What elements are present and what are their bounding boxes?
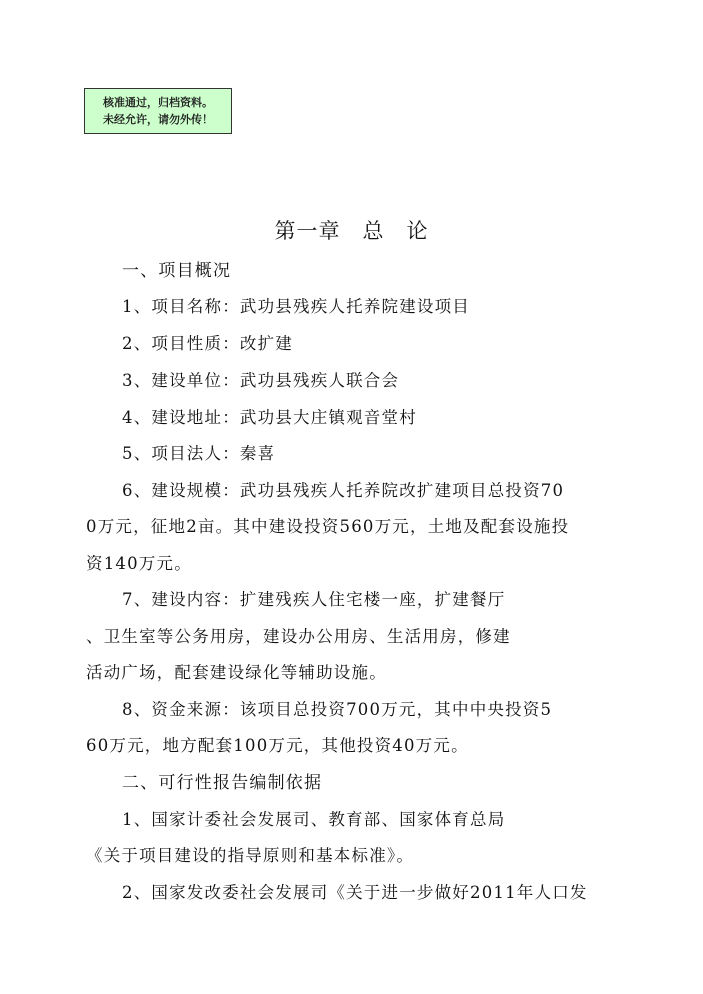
item-content-line-3: 活动广场，配套建设绿化等辅助设施。: [86, 663, 387, 682]
chapter-title: 第一章 总 论: [274, 219, 429, 243]
section-heading-basis: 二、可行性报告编制依据: [122, 773, 323, 793]
basis-item-2-line-1: 2、国家发改委社会发展司《关于进一步做好2011年人口发: [122, 883, 588, 902]
item-legal-person: 5、项目法人：秦喜: [122, 444, 276, 463]
basis-item-1-line-2: 《关于项目建设的指导原则和基本标准》。: [86, 846, 415, 865]
item-content-line-1: 7、建设内容：扩建残疾人住宅楼一座，扩建餐厅: [122, 590, 506, 609]
item-project-name: 1、项目名称：武功县残疾人托养院建设项目: [122, 297, 470, 316]
item-scale-line-2: 0万元，征地2亩。其中建设投资560万元，土地及配套设施投: [86, 517, 570, 536]
stamp-line-2: 未经允许，请勿外传！: [103, 113, 213, 126]
item-content-line-2: 、卫生室等公务用房，建设办公用房、生活用房，修建: [86, 627, 511, 646]
item-scale-line-1: 6、建设规模：武功县残疾人托养院改扩建项目总投资70: [122, 481, 565, 500]
item-funding-line-2: 60万元，地方配套100万元，其他投资40万元。: [86, 736, 469, 755]
item-project-nature: 2、项目性质：改扩建: [122, 334, 293, 353]
basis-item-1-line-1: 1、国家计委社会发展司、教育部、国家体育总局: [122, 810, 506, 829]
item-construction-address: 4、建设地址：武功县大庄镇观音堂村: [122, 408, 417, 427]
approval-stamp: [84, 88, 232, 134]
item-scale-line-3: 资140万元。: [86, 554, 192, 573]
item-funding-line-1: 8、资金来源：该项目总投资700万元，其中中央投资5: [122, 700, 553, 719]
stamp-line-1: 核准通过，归档资料。: [103, 96, 213, 109]
section-heading-overview: 一、项目概况: [122, 261, 232, 281]
item-construction-unit: 3、建设单位：武功县残疾人联合会: [122, 371, 400, 390]
